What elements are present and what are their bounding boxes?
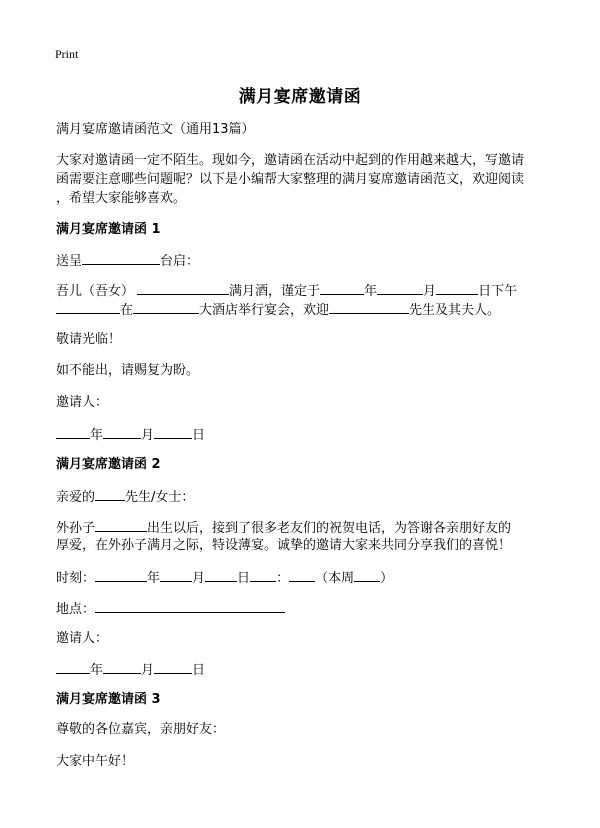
year-blank (95, 567, 147, 582)
letter1-body-line-1 (56, 280, 556, 301)
letter2-time (56, 567, 556, 588)
day-blank (436, 280, 478, 295)
minute-blank (289, 567, 315, 582)
weekday-blank (354, 567, 380, 582)
letter2-date (56, 659, 556, 680)
recipient-prefix: 送呈 (56, 254, 83, 269)
hour-blank (250, 567, 276, 582)
letter1-date (56, 424, 556, 445)
body-text: 满月酒，谨定于 (229, 284, 321, 299)
place-label: 地点： (56, 602, 96, 617)
letter2-place (56, 598, 556, 619)
recipient-blank (82, 250, 160, 265)
guest-name-blank (329, 299, 409, 314)
date-text: 年 (90, 663, 104, 678)
letter3-hello: 大家中午好！ (56, 754, 135, 769)
day-blank (154, 659, 192, 674)
letter1-body-line-2 (56, 299, 556, 320)
print-link[interactable]: Print (55, 47, 79, 61)
letter2-body-line-2: 厚爱，在外孙子满月之际，特设薄宴。诚挚的邀请大家来共同分享我们的喜悦！ (56, 538, 512, 553)
place-blank (95, 598, 285, 613)
child-name-blank (137, 280, 229, 295)
body-text: 在 (120, 303, 134, 318)
name-blank (95, 486, 125, 501)
letter1-welcome: 敬请光临！ (56, 332, 122, 347)
day-blank (154, 424, 192, 439)
intro-line-3: ，希望大家能够喜欢。 (56, 191, 187, 206)
body-text: 出生以后，接到了很多老友们的祝贺电话，为答谢各亲朋好友的 (147, 521, 512, 536)
letter1-rsvp: 如不能出，请赐复为盼。 (56, 363, 200, 378)
body-text: 先生及其夫人。 (409, 303, 501, 318)
month-blank (103, 659, 141, 674)
letter1-heading: 满月宴席邀请函 1 (56, 222, 161, 237)
date-text: 月 (141, 663, 155, 678)
letter2-heading: 满月宴席邀请函 2 (56, 457, 161, 472)
month-blank (160, 567, 192, 582)
letter1-inviter: 邀请人： (56, 395, 109, 410)
body-text: 月 (423, 284, 437, 299)
time-blank (56, 299, 120, 314)
date-text: 月 (192, 571, 206, 586)
date-text: 年 (147, 571, 161, 586)
date-text: 日 (192, 663, 206, 678)
intro-line-2: 函需要注意哪些问题呢？以下是小编帮大家整理的满月宴席邀请函范文，欢迎阅读 (56, 172, 525, 187)
body-text: 吾儿（吾女） (56, 284, 135, 299)
date-text: 日 (237, 571, 251, 586)
date-text: 月 (141, 428, 155, 443)
date-text: 日 (192, 428, 206, 443)
hotel-blank (133, 299, 199, 314)
date-text: ： (276, 571, 290, 586)
time-label: 时刻： (56, 571, 96, 586)
month-blank (377, 280, 423, 295)
page-title: 满月宴席邀请函 (238, 87, 362, 107)
date-text: ） (380, 571, 394, 586)
body-text: 大酒店举行宴会，欢迎 (199, 303, 330, 318)
date-text: 年 (90, 428, 104, 443)
letter2-inviter: 邀请人： (56, 631, 109, 646)
intro-line-1: 大家对邀请函一定不陌生。现如今，邀请函在活动中起到的作用越来越大，写邀请 (56, 153, 525, 168)
grandson-name-blank (95, 517, 147, 532)
body-text: 日下午 (478, 284, 518, 299)
year-blank (56, 659, 90, 674)
letter3-greeting: 尊敬的各位嘉宾，亲朋好友： (56, 722, 226, 737)
body-text: 先生/女士： (125, 490, 195, 505)
subtitle: 满月宴席邀请函范文（通用13篇） (56, 122, 255, 137)
recipient-suffix: 台启： (160, 254, 200, 269)
letter2-greeting (56, 486, 556, 507)
letter3-heading: 满月宴席邀请函 3 (56, 692, 161, 707)
day-blank (205, 567, 237, 582)
month-blank (103, 424, 141, 439)
body-text: 年 (364, 284, 378, 299)
body-text: 亲爱的 (56, 490, 96, 505)
year-blank (56, 424, 90, 439)
body-text: 外孙子 (56, 521, 96, 536)
year-blank (320, 280, 364, 295)
letter1-recipient (56, 250, 556, 271)
date-text: （本周 (315, 571, 355, 586)
letter2-body-line-1 (56, 517, 556, 538)
